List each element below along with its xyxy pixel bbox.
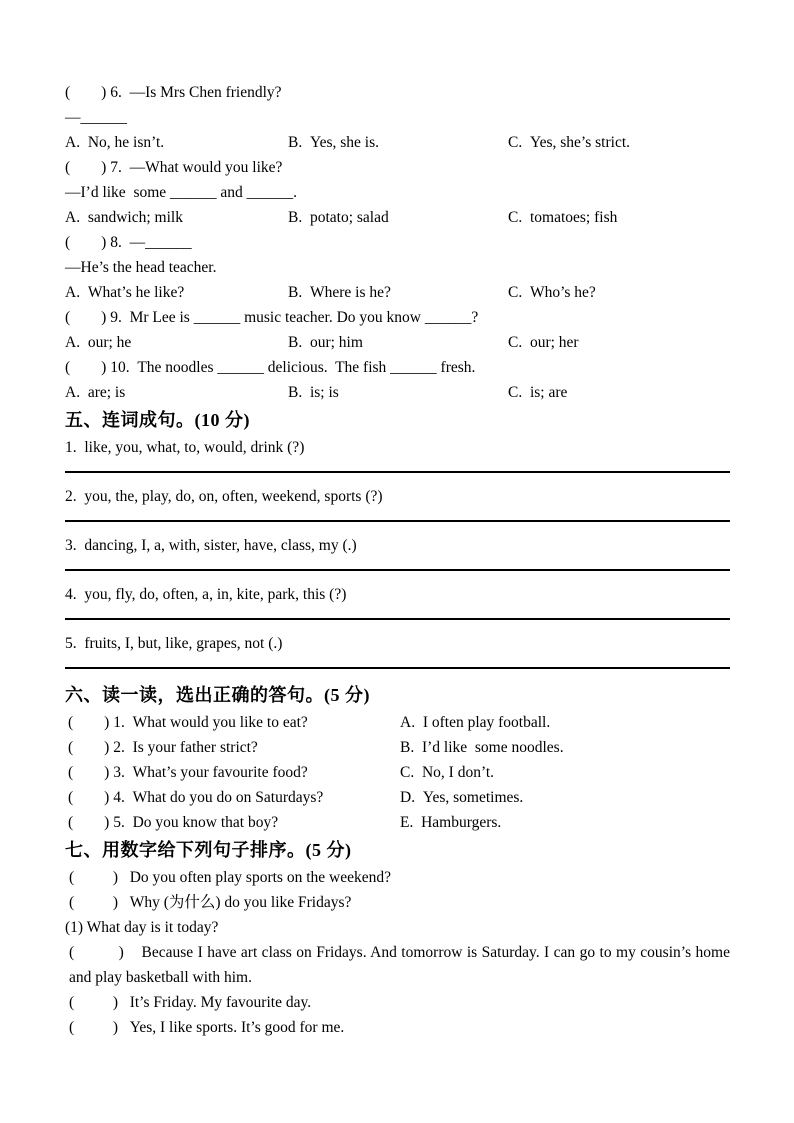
question-8 xyxy=(65,230,730,305)
question-6-stem: ( ) 6. —Is Mrs Chen friendly? xyxy=(65,84,282,101)
question-9-option-c: C. our; her xyxy=(508,334,579,351)
match-answer-d: D. Yes, sometimes. xyxy=(400,789,524,806)
question-6-option-a: A. No, he isn’t. xyxy=(65,134,165,151)
question-10 xyxy=(65,355,730,405)
match-row-4 xyxy=(65,785,730,810)
question-8-option-b: B. Where is he? xyxy=(288,284,391,301)
question-7-option-a: A. sandwich; milk xyxy=(65,209,183,226)
multiple-choice-section xyxy=(65,80,730,405)
question-10-option-c: C. is; are xyxy=(508,384,568,401)
match-row-3 xyxy=(65,760,730,785)
section-5-title: 五、连词成句。(10 分) xyxy=(65,410,250,430)
section-6 xyxy=(65,680,730,835)
question-9-option-a: A. our; he xyxy=(65,334,132,351)
match-question-2: ( ) 2. Is your father strict? xyxy=(68,739,258,756)
question-10-stem: ( ) 10. The noodles ______ delicious. The fish ______ fresh. xyxy=(65,359,476,376)
match-question-3: ( ) 3. What’s your favourite food? xyxy=(68,764,308,781)
question-10-options xyxy=(65,380,730,405)
question-6-answer-blank: —______ xyxy=(65,109,127,126)
s5-item-5 xyxy=(65,631,730,669)
s5-item-3 xyxy=(65,533,730,571)
question-9 xyxy=(65,305,730,355)
match-row-2 xyxy=(65,735,730,760)
answer-writing-line xyxy=(65,471,730,473)
order-item-1: ( ) Do you often play sports on the weekend? xyxy=(69,869,391,886)
order-item-3: (1) What day is it today? xyxy=(65,919,219,936)
s5-item-4 xyxy=(65,582,730,620)
match-answer-a: A. I often play football. xyxy=(400,714,551,731)
question-8-stem: ( ) 8. —______ xyxy=(65,234,192,251)
match-question-5: ( ) 5. Do you know that boy? xyxy=(68,814,279,831)
section-6-title: 六、读一读，选出正确的答句。(5 分) xyxy=(65,685,370,705)
match-answer-c: C. No, I don’t. xyxy=(400,764,495,781)
match-row-1 xyxy=(65,710,730,735)
question-8-answer-blank: —He’s the head teacher. xyxy=(65,259,217,276)
question-7-answer-blank: —I’d like some ______ and ______. xyxy=(65,184,298,201)
answer-writing-line xyxy=(65,569,730,571)
match-row-5 xyxy=(65,810,730,835)
answer-writing-line xyxy=(65,520,730,522)
order-item-6: ( ) Yes, I like sports. It’s good for me. xyxy=(69,1019,345,1036)
s5-item-2 xyxy=(65,484,730,522)
question-8-option-a: A. What’s he like? xyxy=(65,284,185,301)
answer-writing-line xyxy=(65,618,730,620)
question-7-stem: ( ) 7. —What would you like? xyxy=(65,159,283,176)
question-8-options xyxy=(65,280,730,305)
section-7 xyxy=(65,835,730,1040)
question-6 xyxy=(65,80,730,155)
s5-item-5-words: 5. fruits, I, but, like, grapes, not (.) xyxy=(65,635,283,652)
s5-item-2-words: 2. you, the, play, do, on, often, weekend, sports (?) xyxy=(65,488,383,505)
s5-item-1 xyxy=(65,435,730,473)
match-question-1: ( ) 1. What would you like to eat? xyxy=(68,714,308,731)
section-5 xyxy=(65,405,730,669)
question-10-option-b: B. is; is xyxy=(288,384,339,401)
s5-item-3-words: 3. dancing, I, a, with, sister, have, class, my (.) xyxy=(65,537,357,554)
question-6-option-c: C. Yes, she’s strict. xyxy=(508,134,631,151)
order-item-5: ( ) It’s Friday. My favourite day. xyxy=(69,994,312,1011)
question-7 xyxy=(65,155,730,230)
question-9-option-b: B. our; him xyxy=(288,334,363,351)
question-7-option-c: C. tomatoes; fish xyxy=(508,209,618,226)
question-6-options xyxy=(65,130,730,155)
section-7-title: 七、用数字给下列句子排序。(5 分) xyxy=(65,840,352,860)
question-8-option-c: C. Who’s he? xyxy=(508,284,596,301)
s5-item-4-words: 4. you, fly, do, often, a, in, kite, park, this (?) xyxy=(65,586,347,603)
question-10-option-a: A. are; is xyxy=(65,384,126,401)
match-answer-e: E. Hamburgers. xyxy=(400,814,502,831)
match-answer-b: B. I’d like some noodles. xyxy=(400,739,564,756)
order-item-2: ( ) Why (为什么) do you like Fridays? xyxy=(69,894,352,911)
order-item-4: ( ) Because I have art class on Fridays. And tomorrow is Saturday. I can go to my cousin’s home and play basketball with him. xyxy=(69,944,730,986)
match-question-4: ( ) 4. What do you do on Saturdays? xyxy=(68,789,324,806)
question-7-options xyxy=(65,205,730,230)
question-6-option-b: B. Yes, she is. xyxy=(288,134,380,151)
question-9-stem: ( ) 9. Mr Lee is ______ music teacher. Do you know ______? xyxy=(65,309,479,326)
question-9-options xyxy=(65,330,730,355)
answer-writing-line xyxy=(65,667,730,669)
s5-item-1-words: 1. like, you, what, to, would, drink (?) xyxy=(65,439,305,456)
question-7-option-b: B. potato; salad xyxy=(288,209,389,226)
